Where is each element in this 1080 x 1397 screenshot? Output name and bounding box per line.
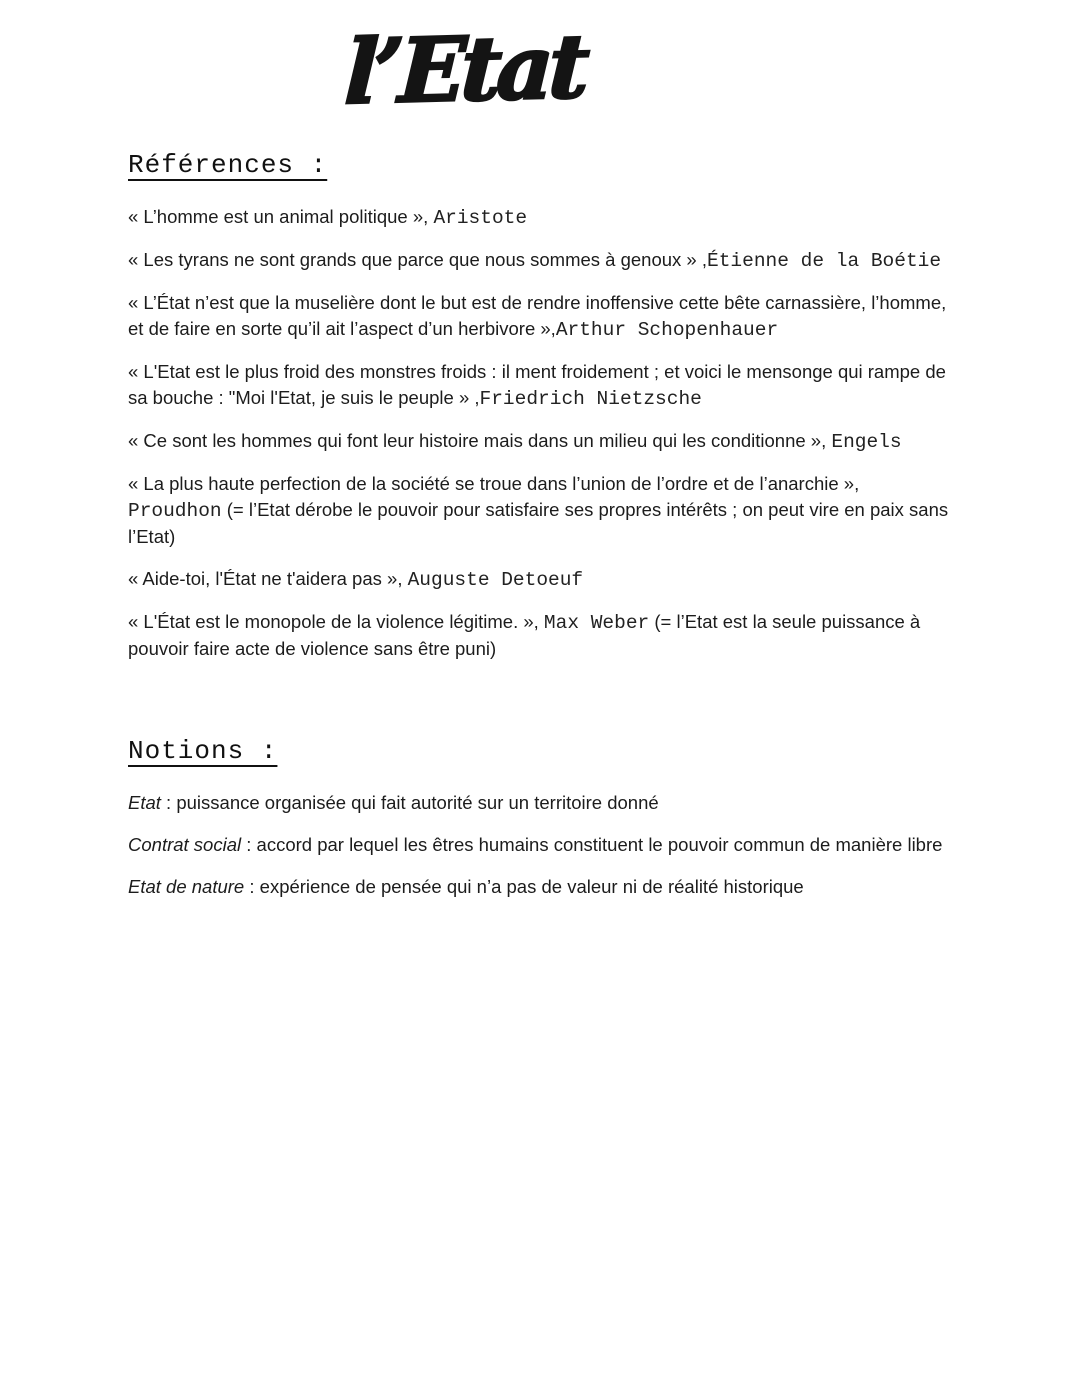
notions-heading: Notions : — [128, 736, 278, 766]
quote-author: Étienne de la Boétie — [707, 250, 942, 272]
notions-section — [128, 736, 952, 900]
quote-author: Auguste Detoeuf — [407, 569, 584, 591]
quote-text: « Ce sont les hommes qui font leur histoire mais dans un milieu qui les conditionne », — [128, 430, 832, 451]
quote-engels — [128, 428, 952, 455]
references-heading: Références : — [128, 150, 328, 180]
quote-nietzsche — [128, 359, 952, 412]
quote-text: « Les tyrans ne sont grands que parce que nous sommes à genoux » , — [128, 249, 708, 270]
quote-note: (= l’Etat est la seule puissance à pouvoir faire acte de violence sans être puni) — [128, 611, 921, 659]
notion-definition: : accord par lequel les êtres humains constituent le pouvoir commun de manière libre — [241, 834, 943, 855]
notion-definition: : expérience de pensée qui n’a pas de valeur ni de réalité historique — [244, 876, 804, 897]
notion-term: Contrat social — [128, 834, 242, 855]
quote-author: Proudhon — [128, 500, 222, 522]
notion-contrat-social — [128, 832, 952, 858]
quote-text: « L'Etat est le plus froid des monstres froids : il ment froidement ; et voici le mensonge qui rampe de sa bouche : "Moi l'Etat, je suis le peuple » , — [128, 361, 946, 408]
notion-etat-de-nature — [128, 874, 952, 900]
quote-text: « Aide-toi, l'État ne t'aidera pas », — [128, 568, 408, 589]
quote-aristote — [128, 204, 952, 231]
notion-etat — [128, 790, 952, 816]
quote-weber — [128, 609, 952, 662]
quote-schopenhauer — [128, 290, 952, 343]
quote-author: Engels — [831, 431, 902, 453]
page-title: l’Etat — [343, 13, 587, 125]
quote-text: « L’État n’est que la muselière dont le but est de rendre inoffensive cette bête carnassière, l’homme, et de faire en sorte qu’il ait l’aspect d’un herbivore », — [128, 292, 947, 339]
quote-author: Max Weber — [543, 612, 650, 634]
notion-term: Etat de nature — [128, 876, 245, 897]
quote-author: Friedrich Nietzsche — [479, 388, 702, 410]
quote-author: Arthur Schopenhauer — [555, 319, 779, 341]
quote-text: « La plus haute perfection de la société se troue dans l’union de l’ordre et de l’anarchie », — [128, 473, 860, 494]
title-container — [53, 14, 877, 124]
quote-text: « L’homme est un animal politique », — [128, 206, 434, 227]
quote-la-boetie — [128, 247, 952, 274]
references-section — [128, 150, 952, 662]
quote-detoeuf — [128, 566, 952, 593]
quote-author: Aristote — [433, 207, 528, 229]
quote-proudhon — [128, 471, 952, 550]
notion-term: Etat — [128, 792, 161, 813]
notion-definition: : puissance organisée qui fait autorité sur un territoire donné — [160, 792, 659, 813]
quote-text: « L'État est le monopole de la violence légitime. », — [128, 611, 544, 632]
quote-note: (= l’Etat dérobe le pouvoir pour satisfaire ses propres intérêts ; on peut vire en paix sans l’Etat) — [128, 499, 949, 547]
